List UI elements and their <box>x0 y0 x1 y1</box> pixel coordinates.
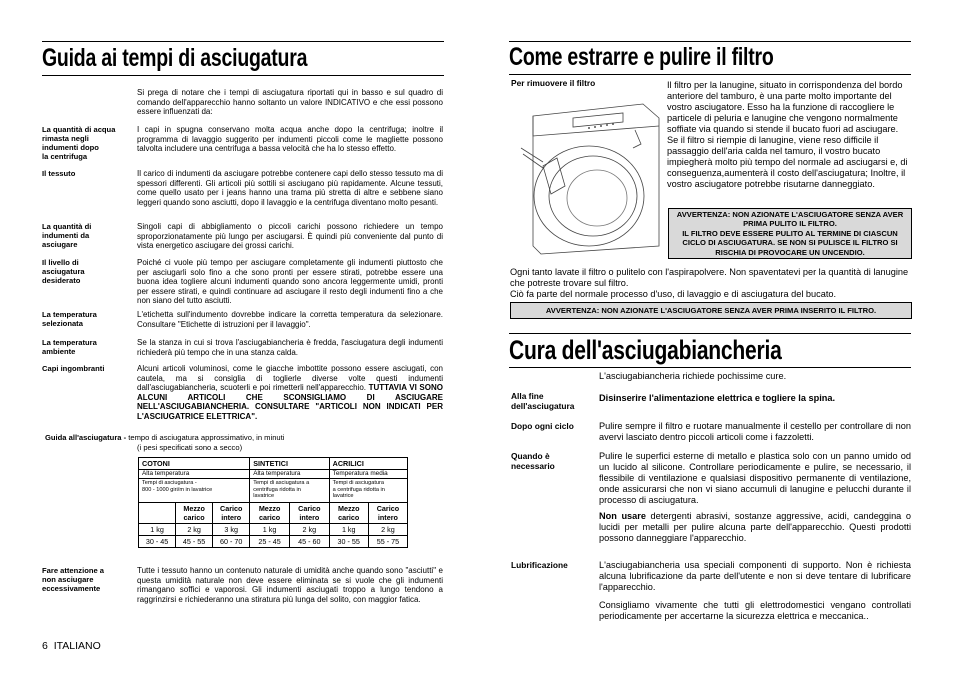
table-cell: 30 - 45 <box>139 536 176 548</box>
care-intro: L'asciugabiancheria richiede pochissime cure. <box>599 371 787 381</box>
table-cell: Mezzo carico <box>176 503 213 524</box>
item-text: Poiché ci vuole più tempo per asciugare completamente gli indumenti piuttosto che per asciugarli solo fino a che sono pronti per essere stirati, potrebbe essere una buona idea togliere alcuni indumenti quando sono ancora leggermente umidi, pronti per essere stirati, e quindi continuare ad asciugare il resto degli indumenti fino a che non siano del tutto asciutti. <box>137 258 443 306</box>
page-footer <box>42 640 101 652</box>
footer-language: ITALIANO <box>53 640 101 652</box>
table-cell: Carico intero <box>368 503 407 524</box>
filter-label: Per rimuovere il filtro <box>511 78 596 88</box>
guide-sub: (i pesi specificati sono a secco) <box>137 442 243 452</box>
table-cell: Carico intero <box>289 503 329 524</box>
item-text: Il carico di indumenti da asciugare potrebbe contenere capi dello stesso tessuto ma di spessori differenti. Gli articoli più sottili si asciugano più rapidamente. Alcune tessuti, come quello usato per i jeans hanno una trama più stretta di altre e sebbene siano leggeri quando sono asciutti, dopo il lavaggio e la centrifuga diventano molto pesanti. <box>137 169 443 207</box>
page-title-care: Cura dell'asciugabiancheria <box>509 335 782 365</box>
table-cell: Tempi di asciugatura a centrifuga ridotta in lavatrice <box>329 479 407 503</box>
filter-illustration-icon <box>513 96 663 256</box>
table-cell: 30 - 55 <box>329 536 368 548</box>
drying-table <box>138 457 408 548</box>
care-extra: detergenti abrasivi, sostanze aggressive, acidi, candeggina o lucidi per metalli per pulire alcuna parte dell'apparecchio. Questi prodotti possono danneggiare l'apparecchio. <box>599 511 911 543</box>
item-label: Capi ingombranti <box>42 364 105 373</box>
care-bold-phrase: Non usare <box>599 511 646 521</box>
table-header: COTONI <box>139 458 250 470</box>
care-extra: Consigliamo vivamente che tutti gli elettrodomestici vengano controllati periodicamente per accertarne la sicurezza elettrica e meccanica.. <box>599 600 911 621</box>
table-row <box>139 536 408 548</box>
table-header: SINTETICI <box>250 458 329 470</box>
page-title-right: Come estrarre e pulire il filtro <box>509 43 774 71</box>
table-row <box>139 503 408 524</box>
title-rule-top <box>509 333 911 334</box>
table-cell: 3 kg <box>213 524 250 536</box>
care-text: L'asciugabiancheria usa speciali componenti di supporto. Non è richiesta alcuna lubrificazione da parte dell'utente e non si deve tentare di lubrificare l'apparecchio. <box>599 560 911 592</box>
item-label: La quantità di indumenti da asciugare <box>42 222 92 249</box>
table-row <box>139 524 408 536</box>
table-cell: 25 - 45 <box>250 536 290 548</box>
care-text: Pulire sempre il filtro e ruotare manualmente il cestello per controllare di non avervi lasciato dentro piccoli articoli come i fazzoletti. <box>599 421 911 442</box>
table-cell: Temperatura media <box>329 470 407 479</box>
care-label: Quando è necessario <box>511 451 555 471</box>
care-label: Dopo ogni ciclo <box>511 421 574 431</box>
table-cell: Alta temperatura <box>139 470 250 479</box>
table-cell <box>139 503 176 524</box>
warning-box: AVVERTENZA: NON AZIONATE L'ASCIUGATORE SENZA AVER PRIMA PULITO IL FILTRO. IL FILTRO DEVE ESSERE PULITO AL TERMINE DI CIASCUN CICLO DI ASCIUGATURA. SE NON SI PULISCE IL FILTRO SI RISCHIA DI PROVOCARE UN UNCENDIO. <box>668 208 912 259</box>
table-cell: 1 kg <box>250 524 290 536</box>
overdry-text: Tutte i tessuto hanno un contenuto naturale di umidità anche quando sono "asciutti" e questa umidità naturale non deve essere eliminata se si vuole che gli indumenti rimangano soffici e vaporosi. Gli indumenti asciugati troppo a lungo tendono a raggrinzirsi e richiederanno una stiratura più lunga del solito, con maggior fatica. <box>137 566 443 604</box>
item-label: La quantità di acqua rimasta negli indumenti dopo la centrifuga <box>42 125 116 161</box>
title-rule-top <box>509 41 911 42</box>
table-header: ACRILICI <box>329 458 407 470</box>
table-row <box>139 470 408 479</box>
item-text: Se la stanza in cui si trova l'asciugabiancheria è fredda, l'asciugatura degli indumenti richiederà più tempo che in una stanza calda. <box>137 338 443 357</box>
item-text: I capi in spugna conservano molta acqua anche dopo la centrifuga; inoltre il programma di lavaggio suggerito per indumenti piccoli come le magliette possono talvolta includere una centrifuga a bassa velocità che ha lo stesso effetto. <box>137 125 443 154</box>
title-rule-top <box>42 41 444 42</box>
overdry-label: Fare attenzione a non asciugare eccessivamente <box>42 566 105 593</box>
care-label: Alla fine dell'asciugatura <box>511 391 575 411</box>
table-cell: 1 kg <box>139 524 176 536</box>
item-label: La temperatura selezionata <box>42 310 97 328</box>
table-cell: 2 kg <box>368 524 407 536</box>
item-text: L'etichetta sull'indumento dovrebbe indicare la corretta temperatura da selezionare. Consultare "Etichette di istruzioni per il lavaggio". <box>137 310 443 329</box>
guide-text: tempo di asciugatura approssimativo, in minuti <box>128 433 285 442</box>
table-cell: Alta temperatura <box>250 470 329 479</box>
care-text: Pulire le superfici esterne di metallo e plastica solo con un panno umido od un lucido al silicone. Controllare periodicamente e pulire, se necessario, il flessibile di ventilazione e qualsiasi dispositivo permanente di ventilazione, onde assicurarsi che non vi siano accumuli di lanugine e pelucchi durante il processo di asciugatura. <box>599 451 911 505</box>
care-label: Lubrificazione <box>511 560 568 570</box>
intro-text: Si prega di notare che i tempi di asciugatura riportati qui in basso e sul quadro di comando dell'apparecchio hanno soltanto un valore INDICATIVO e che essi possono essere influenzati da: <box>137 88 443 117</box>
item-text: Singoli capi di abbigliamento o piccoli carichi possono richiedere un tempo sproporzionatamente più lungo per asciugarsi. È quindi più conveniente dal punto di vista energetico asciugare dei grossi carichi. <box>137 222 443 251</box>
table-cell: 45 - 55 <box>176 536 213 548</box>
title-rule-bottom <box>509 74 911 75</box>
item-label: Il livello di asciugatura desiderato <box>42 258 85 285</box>
item-text: Alcuni articoli voluminosi, come le giacche imbottite possono essere asciugati, con cautela, ma si consiglia di toglierle diverse volte questi indumenti dall'asciugabiancheria, scuoterli e poi rimetterli nell'apparecchio. <box>137 364 443 393</box>
filter-text: Il filtro per la lanugine, situato in corrispondenza del bordo anteriore del tamburo, è una parte molto importante del vostro asciugatore. Esso ha la funzione di raccogliere le particele di peluria e lanugine che vengono normalmente soffiate via quando si stende il bucato fuori ad asciugare. Se il filtro si riempie di lanugine, viene reso difficile il passaggio dell'aria calda nel tamuro, il vostro bucato impiegherà molto più tempo del normale ad asciugarsi e, di conseguenza,aumenterà il costo dell'asciugatura; Inoltre, il vostro asciugatore potrebbe risutarne danneggiato. <box>667 80 908 189</box>
clean-text: Ogni tanto lavate il filtro o pulitelo con l'aspirapolvere. Non spaventatevi per la quantità di lanugine che potreste trovare sul filtro. Ciò fa parte del normale processo d'uso, di lavaggio e di asciugatura del bucato. <box>510 267 909 299</box>
table-cell: 60 - 70 <box>213 536 250 548</box>
guide-heading <box>45 433 284 452</box>
table-cell: 55 - 75 <box>368 536 407 548</box>
guide-label: Guida all'asciugatura - <box>45 433 127 442</box>
table-cell: Mezzo carico <box>329 503 368 524</box>
table-cell: Tempi di asciugatura a centrifuga ridotta in lavatrice <box>250 479 329 503</box>
item-label: La temperatura ambiente <box>42 338 97 356</box>
table-cell: 1 kg <box>329 524 368 536</box>
table-row <box>139 479 408 503</box>
title-rule-bottom <box>42 75 444 76</box>
table-cell: Tempi di asciugatura - 800 - 1000 giri/m in lavatrice <box>139 479 250 503</box>
item-bold-warning: TUTTAVIA VI SONO ALCUNI ARTICOLI CHE SCONSIGLIAMO DI ASCIUGARE NELL'ASCIUGABIANCHERIA. CONSULTARE "ARTICOLI NON INDICATI PER L'ASCIUGATRICE ELETTRICA". <box>137 383 443 421</box>
title-rule-bottom <box>509 367 911 368</box>
item-label: Il tessuto <box>42 169 76 178</box>
care-text-extra <box>599 511 911 544</box>
page-title-left: Guida ai tempi di asciugatura <box>42 44 308 72</box>
table-cell: 45 - 60 <box>289 536 329 548</box>
table-row <box>139 458 408 470</box>
table-cell: 2 kg <box>289 524 329 536</box>
table-cell: Mezzo carico <box>250 503 290 524</box>
table-cell: 2 kg <box>176 524 213 536</box>
warning-box: AVVERTENZA: NON AZIONATE L'ASCIUGATORE SENZA AVER PRIMA INSERITO IL FILTRO. <box>510 302 912 319</box>
care-text: Disinserire l'alimentazione elettrica e togliere la spina. <box>599 393 836 403</box>
page-number: 6 <box>42 640 48 652</box>
item-text-group <box>137 364 443 422</box>
table-cell: Carico intero <box>213 503 250 524</box>
